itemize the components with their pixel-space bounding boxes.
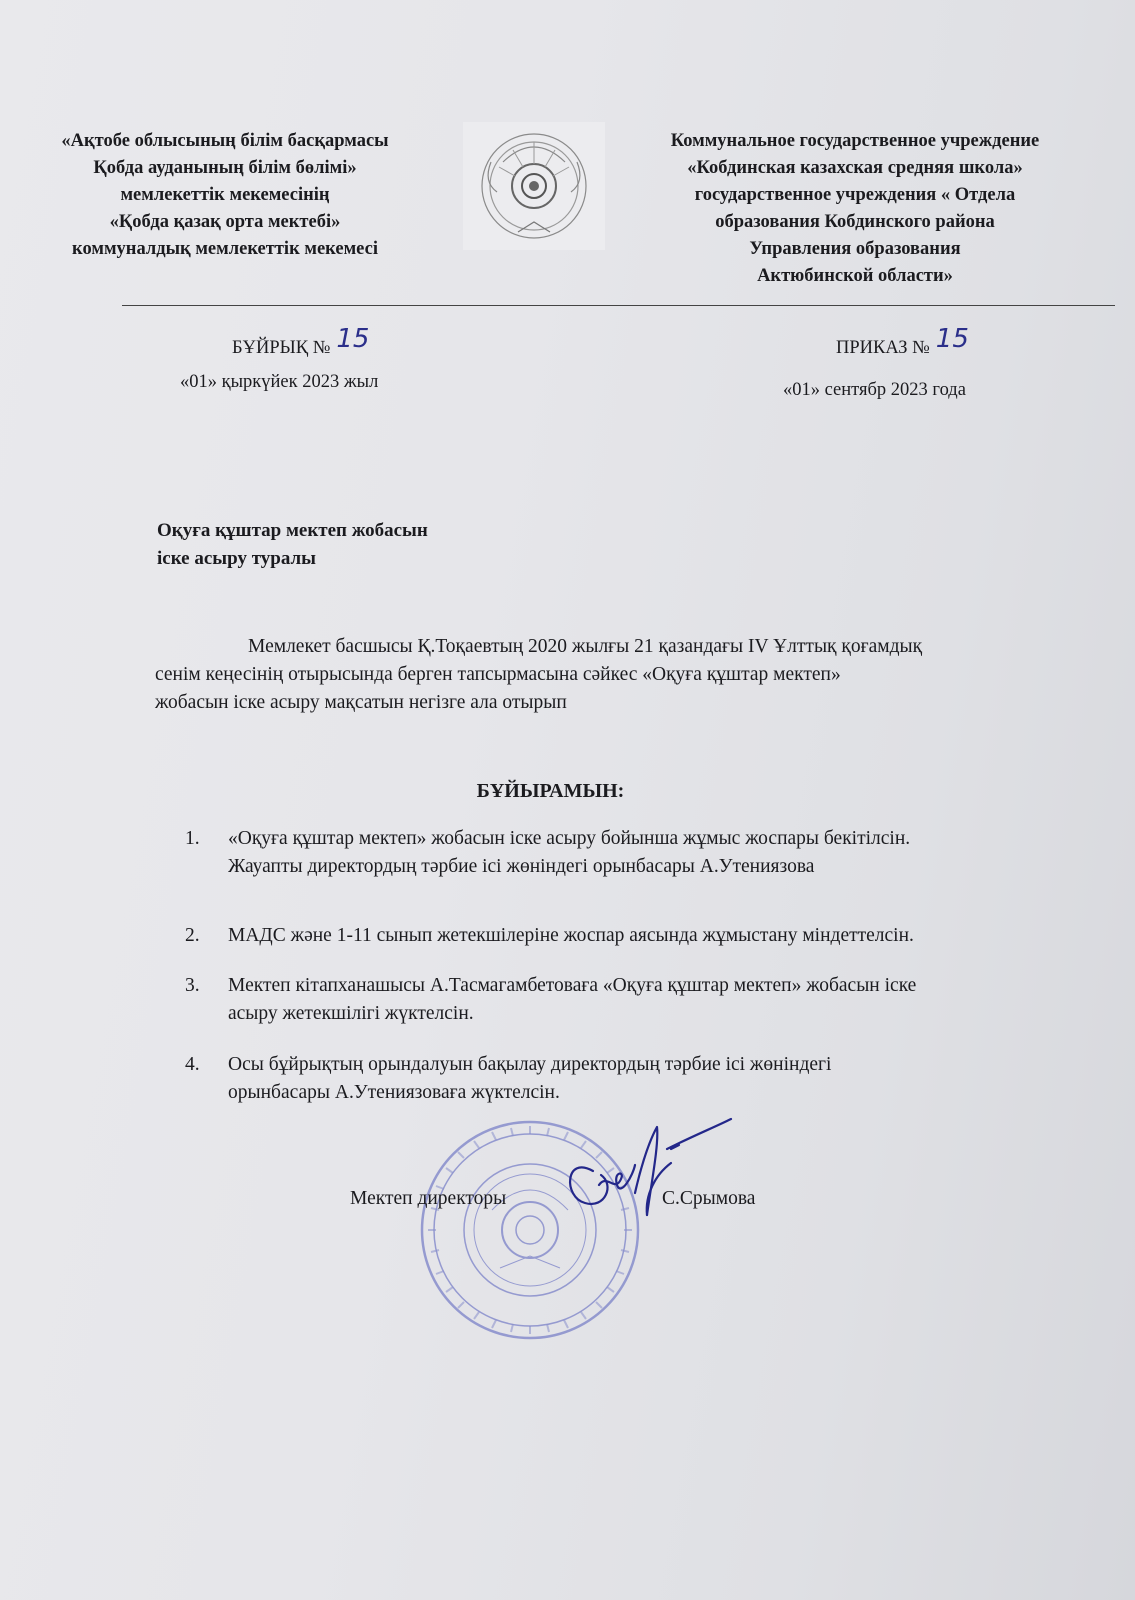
header-kz-line: «Қобда қазақ орта мектебі» xyxy=(109,212,341,232)
item-number: 4. xyxy=(185,1054,200,1075)
order-number-handwritten: 15 xyxy=(935,324,969,354)
header-kazakh xyxy=(10,128,440,263)
order-label-kz: БҰЙРЫҚ № xyxy=(232,338,331,358)
header-ru-line: образования Кобдинского района xyxy=(715,212,995,232)
item-text: асыру жетекшілігі жүктелсін. xyxy=(228,1003,474,1024)
order-subject xyxy=(157,517,428,573)
order-number-handwritten: 15 xyxy=(336,324,370,354)
header-kz-line: мемлекеттік мекемесінің xyxy=(120,185,330,205)
header-kz-line: «Ақтобе облысының білім басқармасы xyxy=(61,131,389,151)
item-text: МАДС және 1-11 сынып жетекшілеріне жоспар аясында жұмыстану міндеттелсін. xyxy=(228,925,914,946)
header-ru-line: государственное учреждения « Отдела xyxy=(694,185,1016,205)
item-text: «Оқуға құштар мектеп» жобасын іске асыру бойынша жұмыс жоспары бекітілсін. xyxy=(228,828,911,849)
header-ru-line: Актюбинской области» xyxy=(757,266,953,286)
order-date-ru: «01» сентябр 2023 года xyxy=(783,380,966,400)
preamble-line: жобасын іске асыру мақсатын негізге ала отырып xyxy=(155,692,567,713)
preamble-line: сенім кеңесінің отырысында берген тапсырмасына сәйкес «Оқуға құштар мектеп» xyxy=(155,664,841,685)
item-number: 3. xyxy=(185,975,200,996)
handwritten-signature-icon xyxy=(555,1115,755,1230)
decree-heading xyxy=(0,780,1135,803)
kazakhstan-state-emblem-icon xyxy=(463,122,605,250)
header-ru-line: Коммунальное государственное учреждение xyxy=(670,131,1040,151)
order-number-kz xyxy=(232,324,370,360)
order-date-kz: «01» қыркүйек 2023 жыл xyxy=(180,372,379,392)
item-text: Жауапты директордың тәрбие ісі жөніндегі орынбасары А.Утениязова xyxy=(228,856,815,877)
header-kz-line: Қобда ауданының білім бөлімі» xyxy=(93,158,357,178)
preamble-paragraph xyxy=(155,633,1055,717)
order-label-ru: ПРИКАЗ № xyxy=(836,338,930,358)
preamble-line: Мемлекет басшысы Қ.Тоқаевтың 2020 жылғы 21 қазандағы IV Ұлттық қоғамдық xyxy=(248,636,923,657)
header-ru-line: Управления образования xyxy=(749,239,961,259)
item-number: 2. xyxy=(185,925,200,946)
item-text: Осы бұйрықтың орындалуын бақылау директордың тәрбие ісі жөніндегі xyxy=(228,1054,832,1075)
header-russian xyxy=(615,128,1095,290)
order-number-ru xyxy=(836,324,969,360)
header-kz-line: коммуналдық мемлекеттік мекемесі xyxy=(72,239,378,259)
decree-word: БҰЙЫРАМЫН: xyxy=(476,780,625,802)
subject-line: іске асыру туралы xyxy=(157,548,317,569)
item-number: 1. xyxy=(185,828,200,849)
header-ru-line: «Кобдинская казахская средняя школа» xyxy=(687,158,1023,178)
signature-role: Мектеп директоры xyxy=(350,1188,507,1209)
item-text: орынбасары А.Утениязоваға жүктелсін. xyxy=(228,1082,560,1103)
signatory-name: С.Срымова xyxy=(662,1188,756,1209)
item-text: Мектеп кітапханашысы А.Тасмагамбетоваға «Оқуға құштар мектеп» жобасын іске xyxy=(228,975,917,996)
subject-line: Оқуға құштар мектеп жобасын xyxy=(157,520,428,541)
header-divider xyxy=(122,305,1115,306)
